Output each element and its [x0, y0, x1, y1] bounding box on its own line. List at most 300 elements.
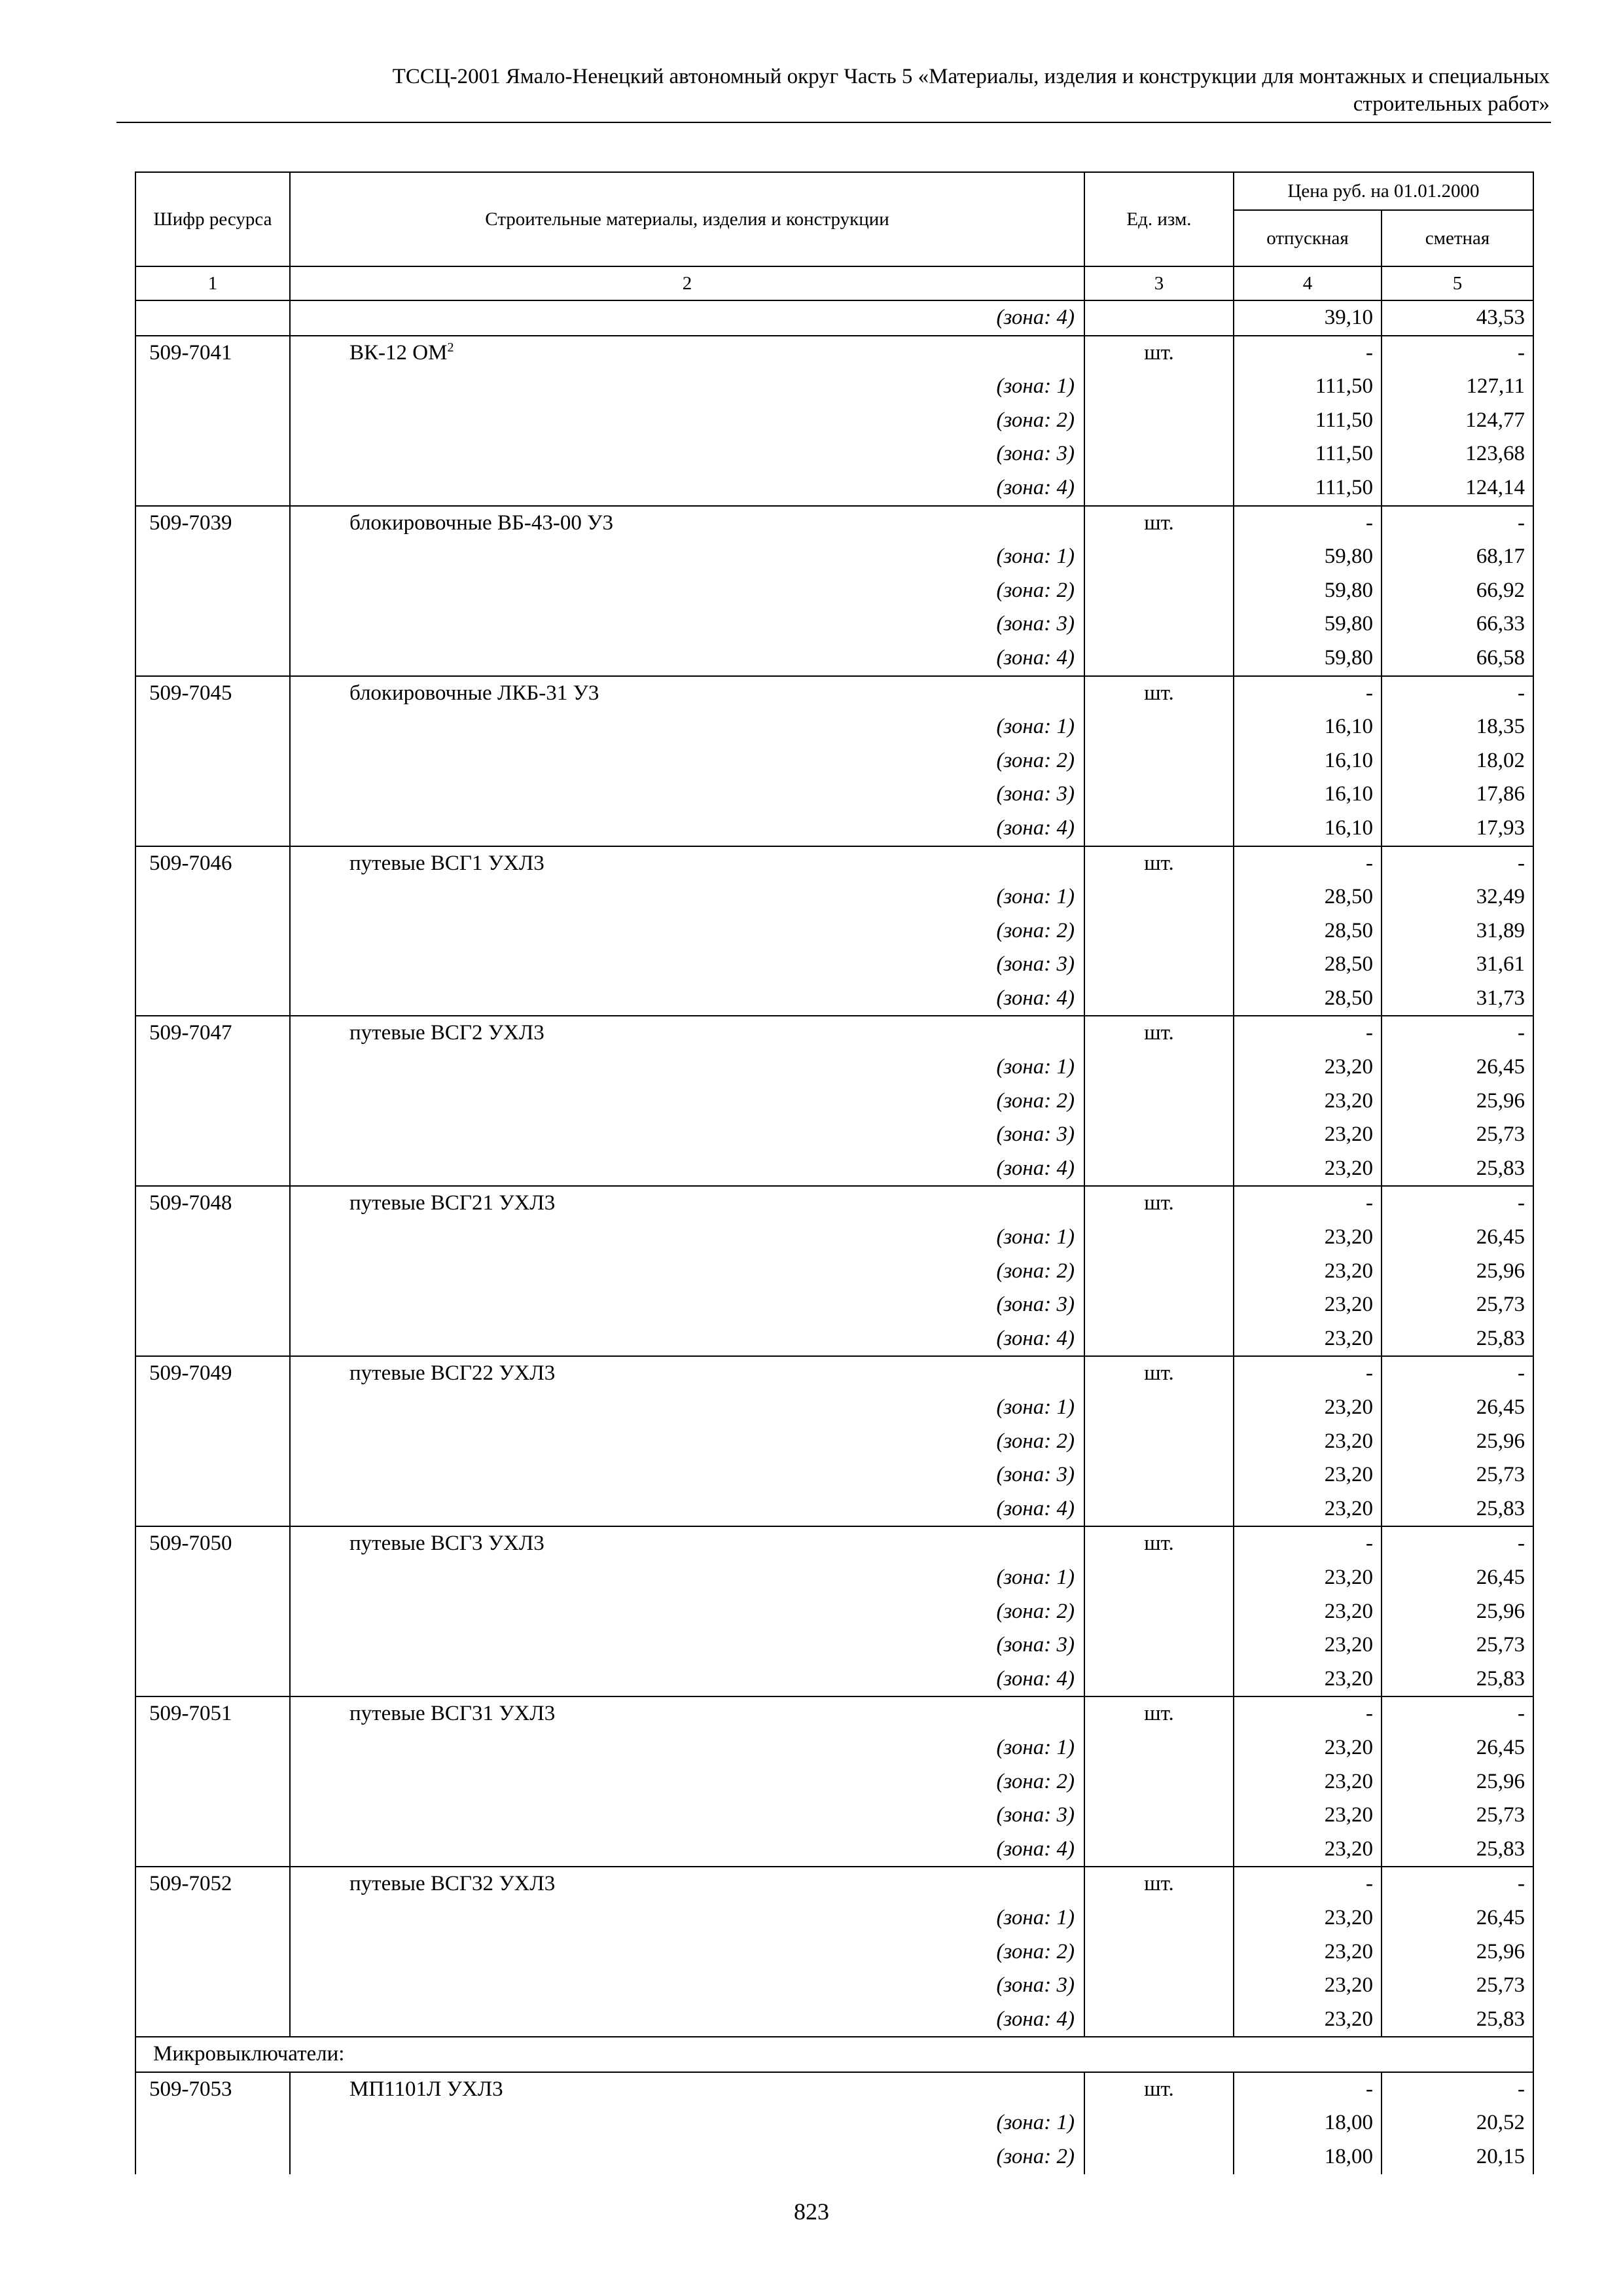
cell-code — [135, 1322, 290, 1357]
cell-unit — [1084, 437, 1234, 471]
cell-estimate-price: 26,45 — [1382, 1561, 1533, 1595]
cell-estimate-price: 25,83 — [1382, 1152, 1533, 1187]
cell-release-price: 111,50 — [1234, 404, 1382, 438]
col-number-5: 5 — [1382, 266, 1533, 300]
cell-name — [290, 2072, 1084, 2107]
cell-unit — [1084, 1799, 1234, 1833]
cell-code: 509-7046 — [135, 846, 290, 881]
cell-release-price: - — [1234, 1016, 1382, 1050]
cell-unit — [1084, 1425, 1234, 1459]
section-title: Микровыключатели: — [135, 2037, 1533, 2072]
cell-code: 509-7051 — [135, 1696, 290, 1731]
header-line-2: строительных работ» — [1353, 92, 1550, 116]
cell-code — [135, 744, 290, 778]
cell-code — [135, 1255, 290, 1289]
cell-release-price: 23,20 — [1234, 1255, 1382, 1289]
col-head-release: отпускная — [1234, 210, 1382, 266]
cell-code: 509-7039 — [135, 506, 290, 541]
cell-name — [290, 1186, 1084, 1221]
cell-code — [135, 1085, 290, 1119]
cell-zone: (зона: 3) — [290, 1458, 1084, 1492]
cell-estimate-price: 17,86 — [1382, 778, 1533, 812]
item-name: путевые ВСГ31 УХЛ3 — [349, 1702, 556, 1726]
cell-name — [290, 1696, 1084, 1731]
cell-release-price: 23,20 — [1234, 1221, 1382, 1255]
cell-zone: (зона: 3) — [290, 607, 1084, 641]
cell-estimate-price: 26,45 — [1382, 1731, 1533, 1765]
cell-code — [135, 1050, 290, 1085]
cell-estimate-price: 127,11 — [1382, 370, 1533, 404]
cell-unit — [1084, 1935, 1234, 1969]
header-line-1: ТССЦ-2001 Ямало-Ненецкий автономный округ Часть 5 «Материалы, изделия и конструкции для монтажных и специальных — [392, 65, 1550, 88]
cell-release-price: 23,20 — [1234, 1662, 1382, 1697]
cell-release-price: - — [1234, 1356, 1382, 1391]
cell-code — [135, 2106, 290, 2140]
item-name: путевые ВСГ32 УХЛ3 — [349, 1872, 556, 1896]
cell-zone: (зона: 4) — [290, 812, 1084, 846]
cell-estimate-price: 26,45 — [1382, 1901, 1533, 1935]
cell-release-price: 23,20 — [1234, 1288, 1382, 1322]
cell-release-price: 23,20 — [1234, 1595, 1382, 1629]
cell-code — [135, 1221, 290, 1255]
cell-release-price: - — [1234, 1696, 1382, 1731]
cell-zone: (зона: 4) — [290, 982, 1084, 1016]
cell-release-price: 16,10 — [1234, 812, 1382, 846]
zone-row — [135, 914, 1533, 948]
cell-zone: (зона: 3) — [290, 1799, 1084, 1833]
cell-zone: (зона: 3) — [290, 1969, 1084, 2003]
zone-row — [135, 1935, 1533, 1969]
col-number-2: 2 — [290, 266, 1084, 300]
cell-estimate-price: 66,58 — [1382, 641, 1533, 676]
cell-zone: (зона: 3) — [290, 948, 1084, 982]
col-number-4: 4 — [1234, 266, 1382, 300]
cell-release-price: 23,20 — [1234, 1833, 1382, 1867]
cell-release-price: - — [1234, 1867, 1382, 1901]
cell-release-price: 23,20 — [1234, 2003, 1382, 2037]
item-name: путевые ВСГ2 УХЛ3 — [349, 1021, 544, 1045]
cell-zone: (зона: 3) — [290, 1288, 1084, 1322]
zone-row — [135, 370, 1533, 404]
zone-row — [135, 880, 1533, 914]
cell-unit — [1084, 982, 1234, 1016]
table-body — [135, 300, 1533, 2174]
cell-unit — [1084, 641, 1234, 676]
zone-row — [135, 607, 1533, 641]
cell-estimate-price: 25,73 — [1382, 1799, 1533, 1833]
cell-code: 509-7048 — [135, 1186, 290, 1221]
item-name: путевые ВСГ22 УХЛ3 — [349, 1361, 556, 1386]
cell-estimate-price: - — [1382, 336, 1533, 370]
table-row — [135, 1867, 1533, 1901]
table-row — [135, 1016, 1533, 1050]
cell-estimate-price: - — [1382, 1696, 1533, 1731]
cell-release-price: 23,20 — [1234, 1085, 1382, 1119]
cell-name — [290, 1867, 1084, 1901]
cell-release-price: 23,20 — [1234, 1050, 1382, 1085]
cell-unit — [1084, 1561, 1234, 1595]
cell-release-price: - — [1234, 1186, 1382, 1221]
cell-code — [135, 1969, 290, 2003]
cell-release-price: 111,50 — [1234, 437, 1382, 471]
cell-unit: шт. — [1084, 1867, 1234, 1901]
cell-release-price: 28,50 — [1234, 948, 1382, 982]
cell-zone: (зона: 2) — [290, 1255, 1084, 1289]
cell-zone: (зона: 2) — [290, 1935, 1084, 1969]
cell-unit — [1084, 1322, 1234, 1357]
cell-estimate-price: - — [1382, 676, 1533, 711]
cell-estimate-price: 25,73 — [1382, 1118, 1533, 1152]
cell-code — [135, 641, 290, 676]
cell-estimate-price: 25,96 — [1382, 1595, 1533, 1629]
cell-code — [135, 1458, 290, 1492]
cell-release-price: - — [1234, 2072, 1382, 2107]
cell-release-price: 23,20 — [1234, 1561, 1382, 1595]
cell-estimate-price: 18,35 — [1382, 710, 1533, 744]
item-name: путевые ВСГ21 УХЛ3 — [349, 1191, 556, 1215]
cell-zone: (зона: 1) — [290, 710, 1084, 744]
zone-row — [135, 1561, 1533, 1595]
cell-estimate-price: 26,45 — [1382, 1391, 1533, 1425]
cell-name — [290, 1016, 1084, 1050]
cell-estimate-price: 25,83 — [1382, 1662, 1533, 1697]
cell-release-price: 39,10 — [1234, 300, 1382, 336]
cell-unit: шт. — [1084, 1526, 1234, 1561]
cell-release-price: 59,80 — [1234, 607, 1382, 641]
cell-release-price: 23,20 — [1234, 1901, 1382, 1935]
table-row — [135, 1696, 1533, 1731]
carry-over-row — [135, 300, 1533, 336]
cell-release-price: 23,20 — [1234, 1322, 1382, 1357]
cell-unit — [1084, 1255, 1234, 1289]
cell-release-price: 23,20 — [1234, 1799, 1382, 1833]
cell-unit — [1084, 1492, 1234, 1527]
cell-zone: (зона: 1) — [290, 1391, 1084, 1425]
cell-zone: (зона: 1) — [290, 880, 1084, 914]
header-rule — [116, 122, 1551, 123]
cell-estimate-price: 20,52 — [1382, 2106, 1533, 2140]
cell-estimate-price: 25,96 — [1382, 1255, 1533, 1289]
cell-code — [135, 1391, 290, 1425]
cell-zone: (зона: 2) — [290, 404, 1084, 438]
col-head-name: Строительные материалы, изделия и конструкции — [290, 172, 1084, 266]
page-header — [116, 63, 1550, 118]
cell-unit — [1084, 1458, 1234, 1492]
zone-row — [135, 1085, 1533, 1119]
cell-code — [135, 1595, 290, 1629]
zone-row — [135, 2106, 1533, 2140]
superscript: 2 — [447, 340, 454, 355]
cell-release-price: 23,20 — [1234, 1731, 1382, 1765]
cell-zone: (зона: 4) — [290, 300, 1084, 336]
cell-unit — [1084, 744, 1234, 778]
zone-row — [135, 1901, 1533, 1935]
cell-zone: (зона: 2) — [290, 914, 1084, 948]
cell-unit — [1084, 2106, 1234, 2140]
cell-release-price: 18,00 — [1234, 2106, 1382, 2140]
cell-unit — [1084, 2140, 1234, 2174]
cell-unit — [1084, 914, 1234, 948]
cell-release-price: 23,20 — [1234, 1492, 1382, 1527]
cell-code — [135, 710, 290, 744]
zone-row — [135, 641, 1533, 676]
cell-unit — [1084, 812, 1234, 846]
cell-release-price: 23,20 — [1234, 1969, 1382, 2003]
cell-unit — [1084, 1731, 1234, 1765]
cell-code — [135, 540, 290, 574]
cell-zone: (зона: 2) — [290, 1425, 1084, 1459]
cell-unit — [1084, 778, 1234, 812]
zone-row — [135, 540, 1533, 574]
cell-code: 509-7053 — [135, 2072, 290, 2107]
cell-unit — [1084, 1628, 1234, 1662]
cell-zone: (зона: 4) — [290, 1833, 1084, 1867]
cell-estimate-price: - — [1382, 1356, 1533, 1391]
zone-row — [135, 1288, 1533, 1322]
cell-estimate-price: 26,45 — [1382, 1221, 1533, 1255]
cell-zone: (зона: 3) — [290, 778, 1084, 812]
cell-release-price: 16,10 — [1234, 744, 1382, 778]
cell-zone: (зона: 1) — [290, 1561, 1084, 1595]
cell-code — [135, 778, 290, 812]
page-number: 823 — [794, 2198, 829, 2225]
cell-estimate-price: - — [1382, 1867, 1533, 1901]
cell-estimate-price: - — [1382, 1186, 1533, 1221]
cell-unit — [1084, 574, 1234, 608]
cell-release-price: 23,20 — [1234, 1152, 1382, 1187]
cell-name — [290, 846, 1084, 881]
cell-estimate-price: - — [1382, 506, 1533, 541]
table-row — [135, 2072, 1533, 2107]
cell-unit — [1084, 880, 1234, 914]
cell-zone: (зона: 2) — [290, 1085, 1084, 1119]
cell-zone: (зона: 3) — [290, 1628, 1084, 1662]
cell-code: 509-7050 — [135, 1526, 290, 1561]
cell-zone: (зона: 1) — [290, 2106, 1084, 2140]
zone-row — [135, 710, 1533, 744]
zone-row — [135, 1492, 1533, 1527]
cell-estimate-price: 26,45 — [1382, 1050, 1533, 1085]
zone-row — [135, 1731, 1533, 1765]
cell-unit — [1084, 1221, 1234, 1255]
cell-zone: (зона: 4) — [290, 471, 1084, 506]
col-head-code: Шифр ресурса — [135, 172, 290, 266]
cell-estimate-price: 124,14 — [1382, 471, 1533, 506]
zone-row — [135, 1152, 1533, 1187]
cell-estimate-price: 31,89 — [1382, 914, 1533, 948]
cell-code — [135, 2003, 290, 2037]
cell-code — [135, 1152, 290, 1187]
cell-unit — [1084, 1152, 1234, 1187]
cell-release-price: - — [1234, 336, 1382, 370]
zone-row — [135, 1050, 1533, 1085]
cell-zone: (зона: 3) — [290, 1118, 1084, 1152]
zone-row — [135, 1322, 1533, 1357]
cell-unit — [1084, 710, 1234, 744]
cell-unit — [1084, 1969, 1234, 2003]
cell-estimate-price: - — [1382, 846, 1533, 881]
cell-release-price: 59,80 — [1234, 574, 1382, 608]
col-head-estimate: сметная — [1382, 210, 1533, 266]
cell-unit: шт. — [1084, 1696, 1234, 1731]
cell-estimate-price: 32,49 — [1382, 880, 1533, 914]
cell-unit: шт. — [1084, 1186, 1234, 1221]
cell-unit: шт. — [1084, 336, 1234, 370]
cell-name — [290, 1526, 1084, 1561]
cell-release-price: 28,50 — [1234, 982, 1382, 1016]
cell-unit: шт. — [1084, 1016, 1234, 1050]
cell-estimate-price: 25,83 — [1382, 1492, 1533, 1527]
cell-release-price: 16,10 — [1234, 778, 1382, 812]
cell-unit — [1084, 607, 1234, 641]
cell-unit — [1084, 471, 1234, 506]
section-row — [135, 2037, 1533, 2072]
item-name: путевые ВСГ3 УХЛ3 — [349, 1532, 544, 1556]
cell-unit — [1084, 1118, 1234, 1152]
zone-row — [135, 1628, 1533, 1662]
cell-zone: (зона: 2) — [290, 1595, 1084, 1629]
cell-code — [135, 1561, 290, 1595]
cell-zone: (зона: 1) — [290, 1731, 1084, 1765]
cell-code — [135, 300, 290, 336]
cell-unit — [1084, 1050, 1234, 1085]
cell-estimate-price: - — [1382, 1016, 1533, 1050]
item-name: блокировочные ВБ-43-00 У3 — [349, 511, 614, 535]
zone-row — [135, 574, 1533, 608]
cell-release-price: 23,20 — [1234, 1628, 1382, 1662]
cell-unit — [1084, 370, 1234, 404]
cell-release-price: 23,20 — [1234, 1118, 1382, 1152]
col-head-unit: Ед. изм. — [1084, 172, 1234, 266]
cell-code — [135, 2140, 290, 2174]
cell-release-price: 16,10 — [1234, 710, 1382, 744]
cell-unit: шт. — [1084, 506, 1234, 541]
cell-unit — [1084, 1288, 1234, 1322]
cell-zone: (зона: 3) — [290, 437, 1084, 471]
cell-estimate-price: 25,96 — [1382, 1935, 1533, 1969]
cell-unit: шт. — [1084, 676, 1234, 711]
cell-estimate-price: 25,73 — [1382, 1628, 1533, 1662]
cell-code — [135, 982, 290, 1016]
cell-unit — [1084, 1662, 1234, 1697]
item-name: путевые ВСГ1 УХЛ3 — [349, 851, 544, 875]
cell-zone: (зона: 4) — [290, 641, 1084, 676]
table-row — [135, 846, 1533, 881]
zone-row — [135, 812, 1533, 846]
cell-code: 509-7047 — [135, 1016, 290, 1050]
table-row — [135, 506, 1533, 541]
zone-row — [135, 1969, 1533, 2003]
cell-estimate-price: 25,73 — [1382, 1288, 1533, 1322]
cell-estimate-price: 25,73 — [1382, 1458, 1533, 1492]
zone-row — [135, 437, 1533, 471]
cell-release-price: 59,80 — [1234, 540, 1382, 574]
cell-release-price: - — [1234, 1526, 1382, 1561]
cell-estimate-price: 124,77 — [1382, 404, 1533, 438]
cell-code — [135, 1833, 290, 1867]
cell-unit: шт. — [1084, 846, 1234, 881]
table-header — [135, 172, 1533, 300]
cell-release-price: 111,50 — [1234, 370, 1382, 404]
cell-release-price: 23,20 — [1234, 1425, 1382, 1459]
cell-release-price: 23,20 — [1234, 1935, 1382, 1969]
cell-code — [135, 1901, 290, 1935]
zone-row — [135, 1595, 1533, 1629]
cell-release-price: 23,20 — [1234, 1391, 1382, 1425]
cell-release-price: 111,50 — [1234, 471, 1382, 506]
zone-row — [135, 948, 1533, 982]
zone-row — [135, 471, 1533, 506]
cell-zone: (зона: 1) — [290, 370, 1084, 404]
cell-name — [290, 1356, 1084, 1391]
zone-row — [135, 1662, 1533, 1697]
cell-unit — [1084, 300, 1234, 336]
cell-zone: (зона: 2) — [290, 1765, 1084, 1799]
cell-code — [135, 1288, 290, 1322]
cell-release-price: 59,80 — [1234, 641, 1382, 676]
cell-zone: (зона: 1) — [290, 1901, 1084, 1935]
cell-zone: (зона: 2) — [290, 2140, 1084, 2174]
cell-code — [135, 1935, 290, 1969]
cell-release-price: 28,50 — [1234, 880, 1382, 914]
zone-row — [135, 982, 1533, 1016]
table-row — [135, 676, 1533, 711]
cell-code: 509-7041 — [135, 336, 290, 370]
cell-zone: (зона: 4) — [290, 1322, 1084, 1357]
zone-row — [135, 1118, 1533, 1152]
cell-code — [135, 914, 290, 948]
cell-estimate-price: 25,83 — [1382, 1322, 1533, 1357]
cell-code — [135, 1118, 290, 1152]
cell-zone: (зона: 4) — [290, 2003, 1084, 2037]
cell-unit: шт. — [1084, 1356, 1234, 1391]
cell-unit — [1084, 540, 1234, 574]
cell-unit: шт. — [1084, 2072, 1234, 2107]
cell-unit — [1084, 1391, 1234, 1425]
cell-estimate-price: 31,61 — [1382, 948, 1533, 982]
cell-unit — [1084, 1085, 1234, 1119]
cell-code — [135, 948, 290, 982]
cell-estimate-price: 25,83 — [1382, 2003, 1533, 2037]
cell-code — [135, 1628, 290, 1662]
zone-row — [135, 1221, 1533, 1255]
cell-zone: (зона: 4) — [290, 1492, 1084, 1527]
col-number-3: 3 — [1084, 266, 1234, 300]
price-table — [135, 171, 1534, 2174]
cell-code — [135, 812, 290, 846]
cell-estimate-price: 66,33 — [1382, 607, 1533, 641]
cell-zone: (зона: 1) — [290, 1221, 1084, 1255]
table-row — [135, 336, 1533, 370]
zone-row — [135, 744, 1533, 778]
cell-unit — [1084, 1765, 1234, 1799]
cell-estimate-price: 25,96 — [1382, 1085, 1533, 1119]
cell-unit — [1084, 1833, 1234, 1867]
cell-code — [135, 607, 290, 641]
cell-code — [135, 1492, 290, 1527]
cell-zone: (зона: 2) — [290, 574, 1084, 608]
cell-estimate-price: 31,73 — [1382, 982, 1533, 1016]
zone-row — [135, 1391, 1533, 1425]
cell-zone: (зона: 4) — [290, 1152, 1084, 1187]
cell-code — [135, 574, 290, 608]
col-number-1: 1 — [135, 266, 290, 300]
cell-release-price: - — [1234, 846, 1382, 881]
cell-release-price: 28,50 — [1234, 914, 1382, 948]
cell-code — [135, 1731, 290, 1765]
zone-row — [135, 1833, 1533, 1867]
cell-code — [135, 437, 290, 471]
